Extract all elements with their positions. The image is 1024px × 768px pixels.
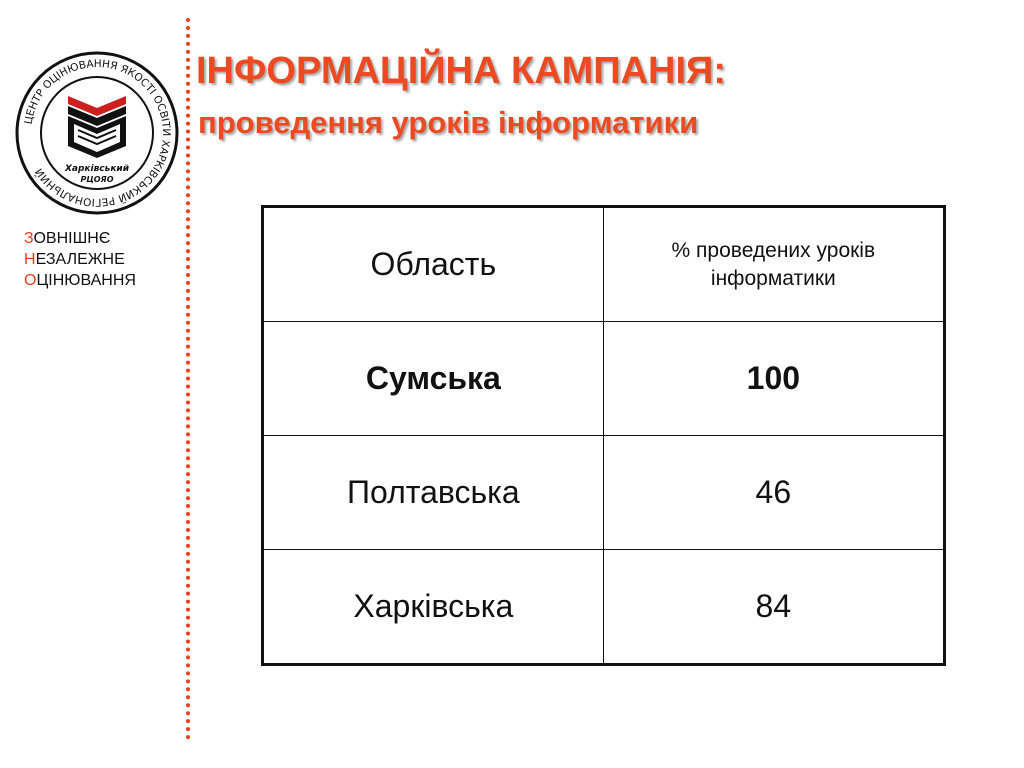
- logo-ring-text: ЦЕНТР ОЦІНЮВАННЯ ЯКОСТІ ОСВІТИ ХАРКІВСЬКИЙ РЕГІОНАЛЬНИЙ: [22, 57, 173, 209]
- zno-line-1: ЗОВНІШНЄ: [24, 230, 111, 247]
- cell-value: 46: [603, 436, 944, 550]
- table-row: [263, 322, 945, 436]
- header-region: Область: [263, 207, 604, 322]
- table-header-row: [263, 207, 945, 322]
- cell-region: Полтавська: [263, 436, 604, 550]
- page-title: ІНФОРМАЦІЙНА КАМПАНІЯ:: [196, 50, 727, 92]
- dotted-divider: [186, 18, 190, 740]
- zno-line-3: ОЦІНЮВАННЯ: [24, 272, 136, 289]
- logo-caption-2: РЦОЯО: [80, 175, 114, 184]
- header-percent-line-2: інформатики: [710, 266, 836, 290]
- cell-value: 100: [603, 322, 944, 436]
- header-percent-line-1: % проведених уроків: [671, 238, 876, 262]
- page-subtitle: проведення уроків інформатики: [198, 105, 699, 140]
- cell-value: 84: [603, 550, 944, 665]
- table-row: [263, 550, 945, 665]
- zno-block: [24, 228, 136, 291]
- rcoyao-logo: [12, 48, 182, 218]
- header-percent: [603, 207, 944, 322]
- zno-line-2: НЕЗАЛЕЖНЕ: [24, 251, 125, 268]
- book-icon: [68, 96, 126, 158]
- logo-caption-1: Харківський: [64, 164, 130, 174]
- table-row: [263, 436, 945, 550]
- results-table: [261, 205, 946, 666]
- cell-region: Харківська: [263, 550, 604, 665]
- cell-region: Сумська: [263, 322, 604, 436]
- logo-emblem: [12, 48, 182, 218]
